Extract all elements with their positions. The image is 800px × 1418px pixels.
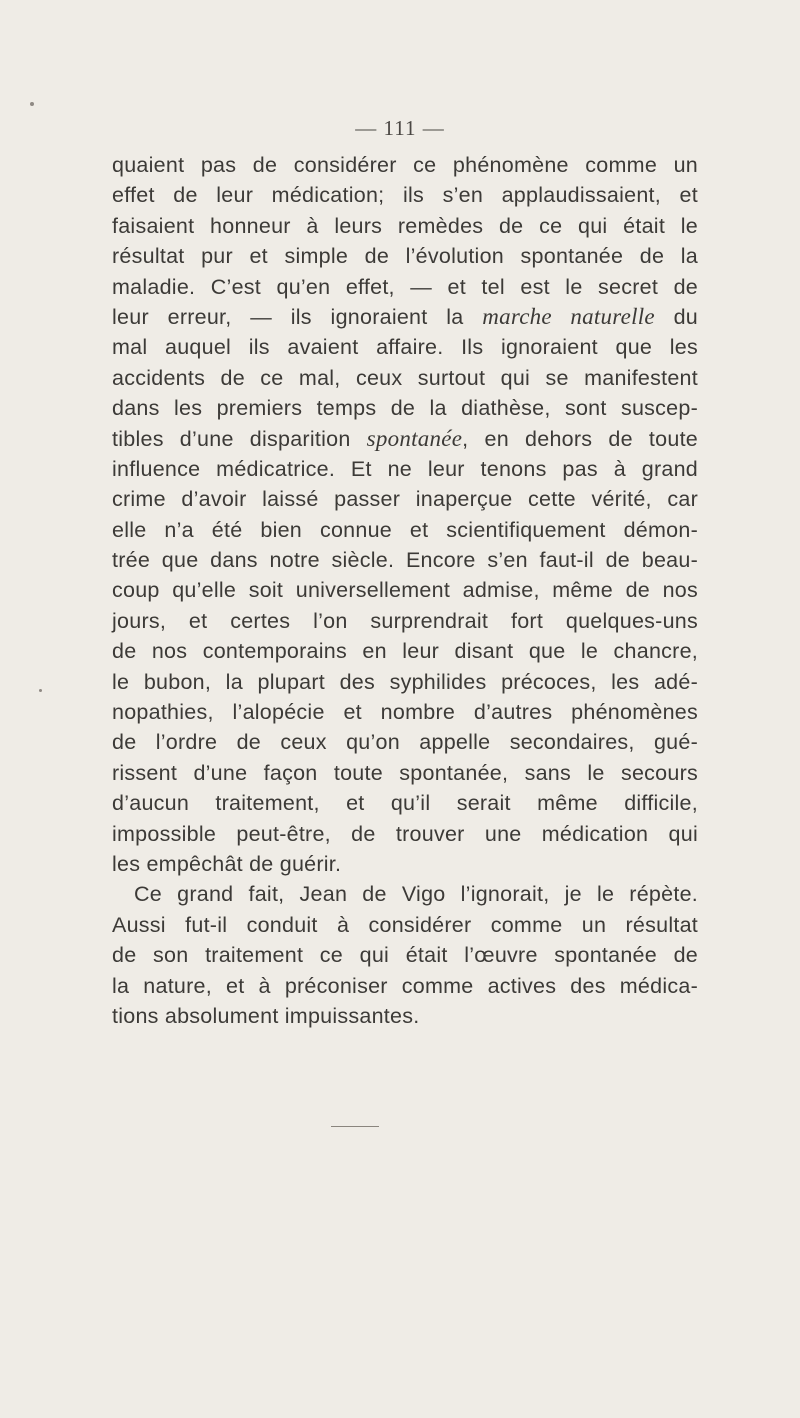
- text-line: Aussi fut-il conduit à considérer comme un résultat: [112, 912, 698, 937]
- text-line: elle n’a été bien connue et scientifiquement démon-: [112, 517, 698, 542]
- page-number: — 111 —: [355, 116, 445, 140]
- text-line: jours, et certes l’on surprendrait fort quelques-uns: [112, 608, 698, 633]
- text-segment: tibles d’une disparition: [112, 426, 367, 451]
- text-line: la nature, et à préconiser comme actives des médica-: [112, 973, 698, 998]
- text-line: maladie. C’est qu’en effet, — et tel est le secret de: [112, 274, 698, 299]
- text-line: de son traitement ce qui était l’œuvre spontanée de: [112, 943, 698, 968]
- text-line: crime d’avoir laissé passer inaperçue cette vérité, car: [112, 487, 698, 512]
- text-line: accidents de ce mal, ceux surtout qui se manifestent: [112, 365, 698, 390]
- text-line: [112, 424, 698, 454]
- text-line: le bubon, la plupart des syphilides précoces, les adé-: [112, 669, 698, 694]
- text-line: trée que dans notre siècle. Encore s’en faut-il de beau-: [112, 548, 698, 573]
- text-segment: , en dehors de toute: [462, 426, 698, 451]
- text-line: Ce grand fait, Jean de Vigo l’ignorait, je le répète.: [134, 882, 698, 907]
- closing-rule: [331, 1126, 379, 1127]
- italic-term: marche naturelle: [482, 303, 655, 329]
- paper-speck: [39, 689, 42, 692]
- text-line: dans les premiers temps de la diathèse, sont suscep-: [112, 396, 698, 421]
- text-line: les empêchât de guérir.: [112, 851, 342, 876]
- text-line: faisaient honneur à leurs remèdes de ce qui était le: [112, 213, 698, 238]
- body-text: [112, 150, 698, 1031]
- italic-term: spontanée: [366, 425, 463, 451]
- text-line: rissent d’une façon toute spontanée, sans le secours: [112, 760, 698, 785]
- text-line: quaient pas de considérer ce phénomène comme un: [112, 153, 698, 177]
- text-line: coup qu’elle soit universellement admise, même de nos: [112, 578, 698, 603]
- text-line: de l’ordre de ceux qu’on appelle secondaires, gué-: [112, 730, 698, 755]
- text-segment: leur erreur, — ils ignoraient la: [112, 304, 483, 329]
- text-line: impossible peut-être, de trouver une médication qui: [112, 821, 698, 846]
- text-line: d’aucun traitement, et qu’il serait même difficile,: [112, 791, 698, 816]
- text-line: [112, 302, 698, 332]
- text-line: résultat pur et simple de l’évolution spontanée de la: [112, 244, 698, 269]
- text-line: tions absolument impuissantes.: [112, 1003, 420, 1028]
- paper-speck: [30, 102, 34, 106]
- text-line: nopathies, l’alopécie et nombre d’autres phénomènes: [112, 700, 698, 725]
- text-line: effet de leur médication; ils s’en applaudissaient, et: [112, 183, 698, 208]
- text-line: mal auquel ils avaient affaire. Ils ignoraient que les: [112, 335, 698, 360]
- text-line: influence médicatrice. Et ne leur tenons pas à grand: [112, 456, 698, 481]
- text-line: de nos contemporains en leur disant que le chancre,: [112, 639, 698, 664]
- text-segment: du: [654, 304, 698, 329]
